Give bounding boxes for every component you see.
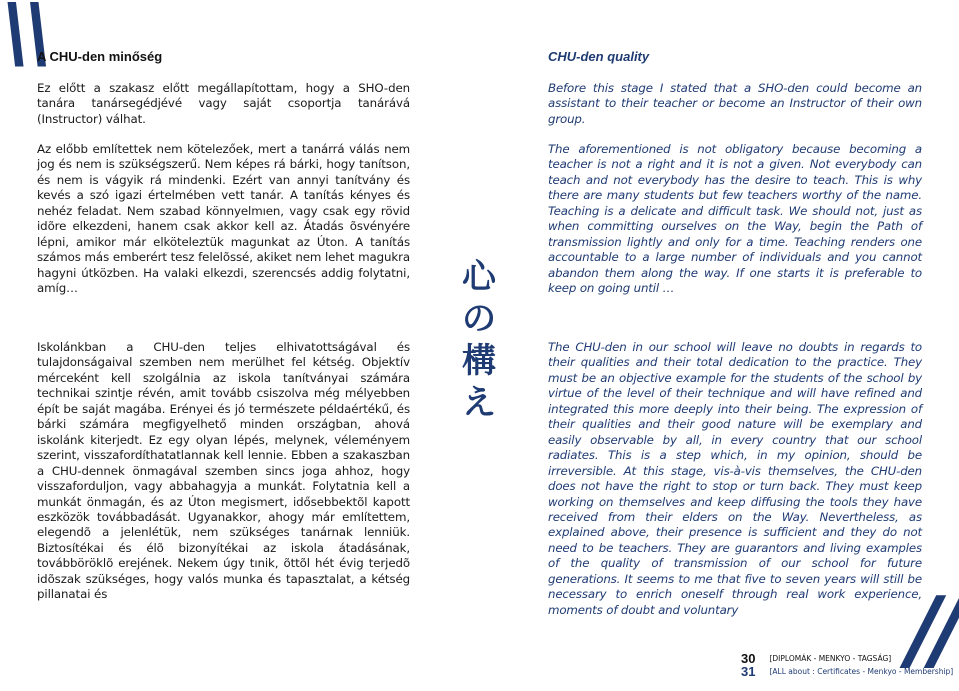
- section-labels: [769, 652, 953, 678]
- english-heading: CHU-den quality: [548, 49, 650, 64]
- hungarian-paragraph-2: Az előbb említettek nem kötelezőek, mert a tanárrá válás nem jog és nem is szükségszerű. Nem képes rá bárki, hogy tanítson, és nem is vágyik rá mindenki. Ezért van annyi tanítvány és kevés a szó igazi értelmében vett tanár. A tanítás kényes és nehéz feladat. Nem szabad könnyelmıen, vagy csak egy rövid idõre elkezdeni, hanem csak akkor kell az. Átadás õsvényére lépni, amikor már elköteleztük magunkat az Úton. A tanítás számos más emberért tesz felelõssé, akiket nem lehet magukra hagyni útközben. Ha valaki elkezdi, szerencsés addig folytatni, amíg…: [37, 142, 410, 296]
- page-number-left: 30: [741, 651, 756, 666]
- vertical-japanese-title: [455, 256, 503, 424]
- page-footer: [741, 652, 953, 678]
- kanji-kokoro: 心: [462, 257, 496, 297]
- hungarian-paragraph-1: Ez előtt a szakasz előtt megállapítottam, hogy a SHO-den tanára tanársegédjévé vagy saját csoportja tanárává (Instructor) válhat.: [37, 81, 410, 126]
- english-paragraph-1: Before this stage I stated that a SHO-den could become an assistant to their teacher or become an Instructor of their own group.: [548, 81, 922, 126]
- hungarian-paragraph-3: Iskolánkban a CHU-den teljes elhivatottságával és tulajdonságaival szemben nem merülhet fel kétség. Objektív mérceként kell szolgálnia az iskola tanítványai számára technikai szintje révén, amit tovább csiszolva még mélyebben épít be saját magába. Erényei és jó természete példaértékű, és bárki számára megfigyelhető minden országban, ahová iskolánk kiterjedt. Ez egy olyan lépés, melynek, véleményem szerint, visszafordíthatatlannak kell lennie. Ebben a szakaszban a CHU-dennek önmagával szemben sincs joga ahhoz, hogy visszaforduljon, vagy abbahagyja a munkát. Folytatnia kell a munkát önmagán, és az Úton megismert, idősebbektõl kapott eszközök továbbadását. Ugyanakkor, ahogy már említettem, elegendõ a jelenlétük, nem szükséges tanárnak lenniük. Biztosítékai és élõ bizonyítékai az iskola átadásának, továbböröklõ erejének. Nekem úgy tınik, õttõl hét évig terjedõ idõszak szükséges, hogy valós munka és tapasztalat, a kétség pillanatai és: [37, 340, 410, 602]
- close-quote-mark: //: [908, 578, 957, 681]
- kanji-e: え: [462, 383, 496, 423]
- english-column: [548, 48, 922, 617]
- kanji-no: の: [462, 299, 496, 339]
- kanji-kama: 構: [462, 341, 496, 381]
- hungarian-column: [37, 48, 410, 602]
- english-paragraph-2: The aforementioned is not obligatory because becoming a teacher is not a right and it is not a given. Not everybody can teach and not everybody has the desire to teach. This is why there are many students but few teachers worthy of the name. Teaching is a delicate and difficult task. We should not, just as when committing ourselves on the Way, begin the Path of transmission lightly and only for a time. Teaching renders one accountable to a large number of individuals and you cannot abandon them along the way. If one starts it is preferable to keep on going until …: [548, 142, 922, 296]
- section-label-english: [ALL about : Certificates - Menkyo - Membership]: [769, 667, 954, 676]
- hungarian-heading: A CHU-den minőség: [37, 49, 163, 64]
- section-label-hungarian: [DIPLOMÁK - MENKYO - TAGSÁG]: [769, 654, 892, 663]
- english-paragraph-3: The CHU-den in our school will leave no doubts in regards to their qualities and their total dedication to the practice. They must be an objective example for the students of the school by virtue of the level of their technique and will have refined and integrated this more deeply into their being. The expression of their qualities and their good nature will be exemplary and easily observable by all, in every country that our school radiates. This is a step which, in my opinion, should be irreversible. At this stage, vis-à-vis themselves, the CHU-den does not have the right to stop or turn back. They must keep working on themselves and keep diffusing the tools they have received from their elders on the Way. Nevertheless, as explained above, their presence is sufficient and they do not need to be teachers. They are guarantors and living examples of the quality of transmission of our school for future generations. It seems to me that five to seven years will still be necessary to enrich oneself through real work experience, moments of doubt and voluntary: [548, 340, 922, 617]
- page-number-right: 31: [741, 664, 756, 679]
- page-numbers: [741, 652, 755, 678]
- open-quote-mark: \\: [2, 0, 47, 78]
